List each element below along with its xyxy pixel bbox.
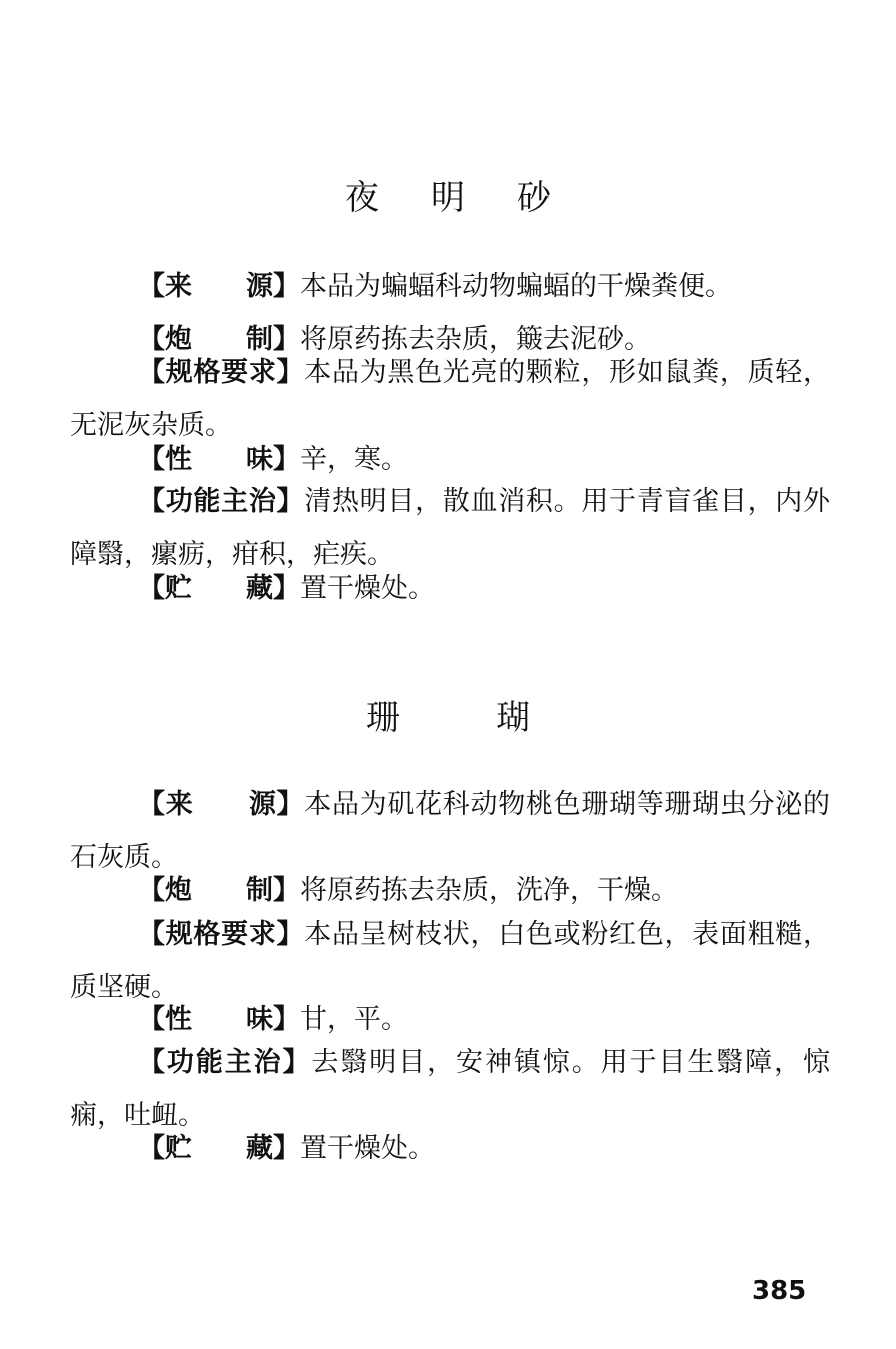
entry-text: 去翳明目，安神镇惊。用于目生翳障，惊痫，吐衄。: [70, 1047, 831, 1131]
entry-label: 【规格要求】: [138, 357, 305, 388]
page-number: 385: [752, 1276, 807, 1306]
title-char: 珊: [366, 698, 400, 738]
entry-label: 【功能主治】: [138, 486, 305, 517]
entry-text: 甘，平。: [300, 1004, 408, 1035]
entry-label: 【规格要求】: [138, 919, 305, 950]
entry-text: 清热明目，散血消积。用于青盲雀目，内外障翳，瘰疬，疳积，疟疾。: [70, 486, 830, 570]
entry-text: 置干燥处。: [300, 573, 435, 604]
title-char: 夜: [345, 178, 379, 218]
entry-text: 置干燥处。: [300, 1133, 435, 1164]
entry-label: 【功能主治】: [138, 1047, 312, 1078]
title-char: 明: [431, 178, 465, 218]
entry-text: 辛，寒。: [300, 444, 408, 475]
entry-text: 本品为蝙蝠科动物蝙蝠的干燥粪便。: [300, 271, 732, 302]
entry-label: 【来 源】: [138, 789, 305, 820]
entry-label: 【性 味】: [138, 1004, 300, 1035]
title-char: 砂: [517, 178, 551, 218]
entry-text: 本品为黑色光亮的颗粒，形如鼠粪，质轻，无泥灰杂质。: [70, 357, 830, 441]
entry-label: 【炮 制】: [138, 324, 300, 355]
section-title-yemingsha: [0, 170, 896, 219]
entry-label: 【来 源】: [138, 271, 300, 302]
section-title-shanhu: [0, 690, 896, 739]
entry-storage: [70, 1122, 830, 1175]
entry-source: [70, 260, 830, 313]
entry-text: 本品为矶花科动物桃色珊瑚等珊瑚虫分泌的石灰质。: [70, 789, 830, 873]
entry-text: 将原药拣去杂质，洗净，干燥。: [300, 875, 678, 906]
entry-label: 【贮 藏】: [138, 1133, 300, 1164]
entry-text: 将原药拣去杂质，簸去泥砂。: [300, 324, 651, 355]
entry-text: 本品呈树枝状，白色或粉红色，表面粗糙，质坚硬。: [70, 919, 830, 1003]
entry-label: 【性 味】: [138, 444, 300, 475]
entry-label: 【炮 制】: [138, 875, 300, 906]
title-char: 瑚: [496, 698, 530, 738]
entry-storage: [70, 562, 830, 615]
entry-label: 【贮 藏】: [138, 573, 300, 604]
